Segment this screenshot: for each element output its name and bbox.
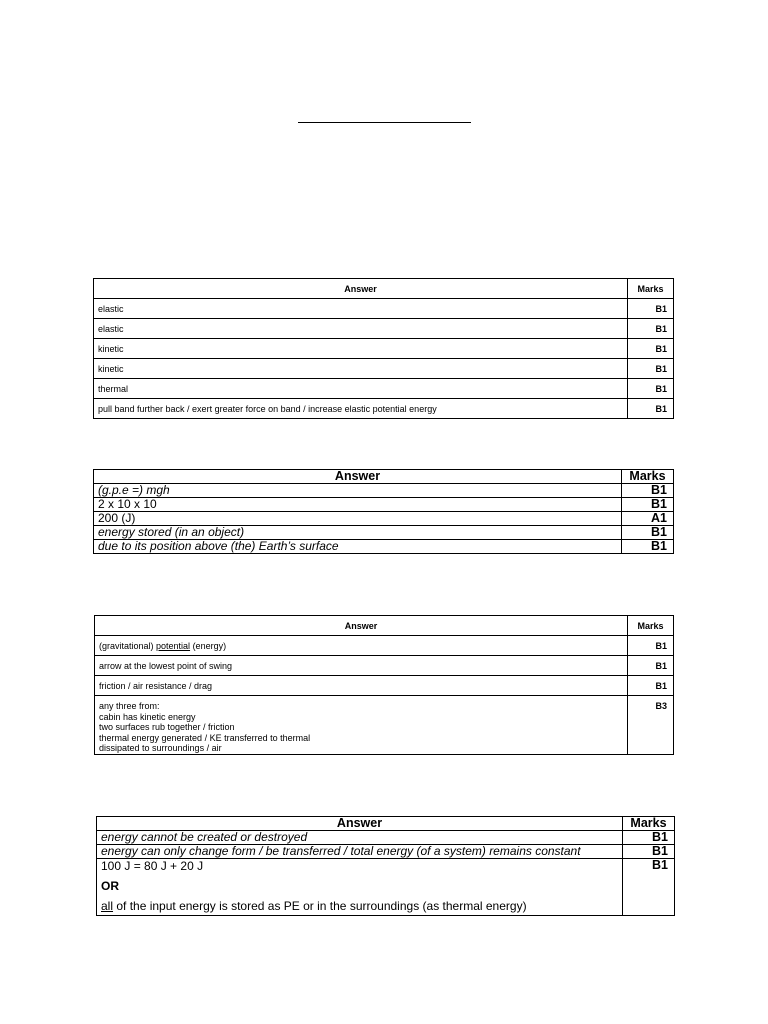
answer-cell: thermal [94,379,628,399]
table-row [94,339,674,359]
answer-cell: 200 (J) [94,512,622,526]
answer-cell: due to its position above (the) Earth’s surface [94,540,622,554]
answer-header: Answer [95,616,628,636]
mark-scheme-table-2 [93,469,674,554]
answer-cell: 2 x 10 x 10 [94,498,622,512]
answer-suffix: (energy) [190,640,227,651]
marks-cell: B1 [628,399,674,419]
answer-cell: elastic [94,319,628,339]
table-row [94,299,674,319]
table-row [95,656,674,676]
underlined-term: all [101,899,114,913]
answer-cell [95,696,628,755]
table-header-row [94,279,674,299]
marks-header: Marks [628,279,674,299]
answer-header: Answer [97,817,623,831]
table-header-row [94,470,674,484]
answer-cell: friction / air resistance / drag [95,676,628,696]
table-row [97,831,675,845]
table-row [94,526,674,540]
marks-cell: B1 [628,359,674,379]
or-label: OR [101,879,119,893]
marks-cell: B1 [628,379,674,399]
table-row [94,359,674,379]
equation-line: 100 J = 80 J + 20 J [101,859,204,873]
answer-line: two surfaces rub together / friction [99,722,235,733]
table-row [97,845,675,859]
marks-cell: B1 [628,636,674,656]
table-row [94,498,674,512]
answer-cell: energy can only change form / be transferred / total energy (of a system) remains constant [97,845,623,859]
marks-cell: B1 [623,859,675,916]
marks-cell: B1 [622,526,674,540]
marks-cell: B1 [628,319,674,339]
answer-line: cabin has kinetic energy [99,711,196,722]
answer-cell: arrow at the lowest point of swing [95,656,628,676]
table-row [97,859,675,916]
answer-header: Answer [94,279,628,299]
marks-cell: B3 [628,696,674,755]
table-row [95,696,674,755]
table-row [94,319,674,339]
answer-prefix: (gravitational) [99,640,157,651]
answer-line: dissipated to surroundings / air [99,743,222,754]
answer-cell: kinetic [94,359,628,379]
table-row [94,512,674,526]
table-row [95,676,674,696]
table-row [95,636,674,656]
marks-cell: B1 [623,845,675,859]
table-row [94,399,674,419]
table-row [94,379,674,399]
marks-header: Marks [623,817,675,831]
marks-cell: B1 [623,831,675,845]
marks-header: Marks [622,470,674,484]
answer-cell: energy stored (in an object) [94,526,622,540]
table-header-row [97,817,675,831]
answer-cell: pull band further back / exert greater force on band / increase elastic potential energy [94,399,628,419]
title-underline [298,122,471,123]
mark-scheme-table-1 [93,278,674,419]
mark-scheme-table-4 [96,816,675,916]
marks-cell: B1 [622,540,674,554]
marks-cell: B1 [628,656,674,676]
table-row [94,484,674,498]
answer-line: thermal energy generated / KE transferred to thermal [99,732,311,743]
marks-cell: B1 [628,676,674,696]
answer-header: Answer [94,470,622,484]
answer-cell: (g.p.e =) mgh [94,484,622,498]
alternative-line [101,899,618,913]
marks-cell: B1 [622,484,674,498]
underlined-term: potential [156,640,191,651]
marks-cell: B1 [628,299,674,319]
marks-header: Marks [628,616,674,636]
marks-cell: B1 [622,498,674,512]
marks-cell: B1 [628,339,674,359]
answer-cell [95,636,628,656]
table-header-row [95,616,674,636]
answer-cell: energy cannot be created or destroyed [97,831,623,845]
answer-cell [97,859,623,916]
answer-line: any three from: [99,701,160,711]
answer-cell: kinetic [94,339,628,359]
marks-cell: A1 [622,512,674,526]
mark-scheme-table-3 [94,615,674,755]
alternative-rest: of the input energy is stored as PE or in the surroundings (as thermal energy) [113,899,527,913]
table-row [94,540,674,554]
answer-cell: elastic [94,299,628,319]
